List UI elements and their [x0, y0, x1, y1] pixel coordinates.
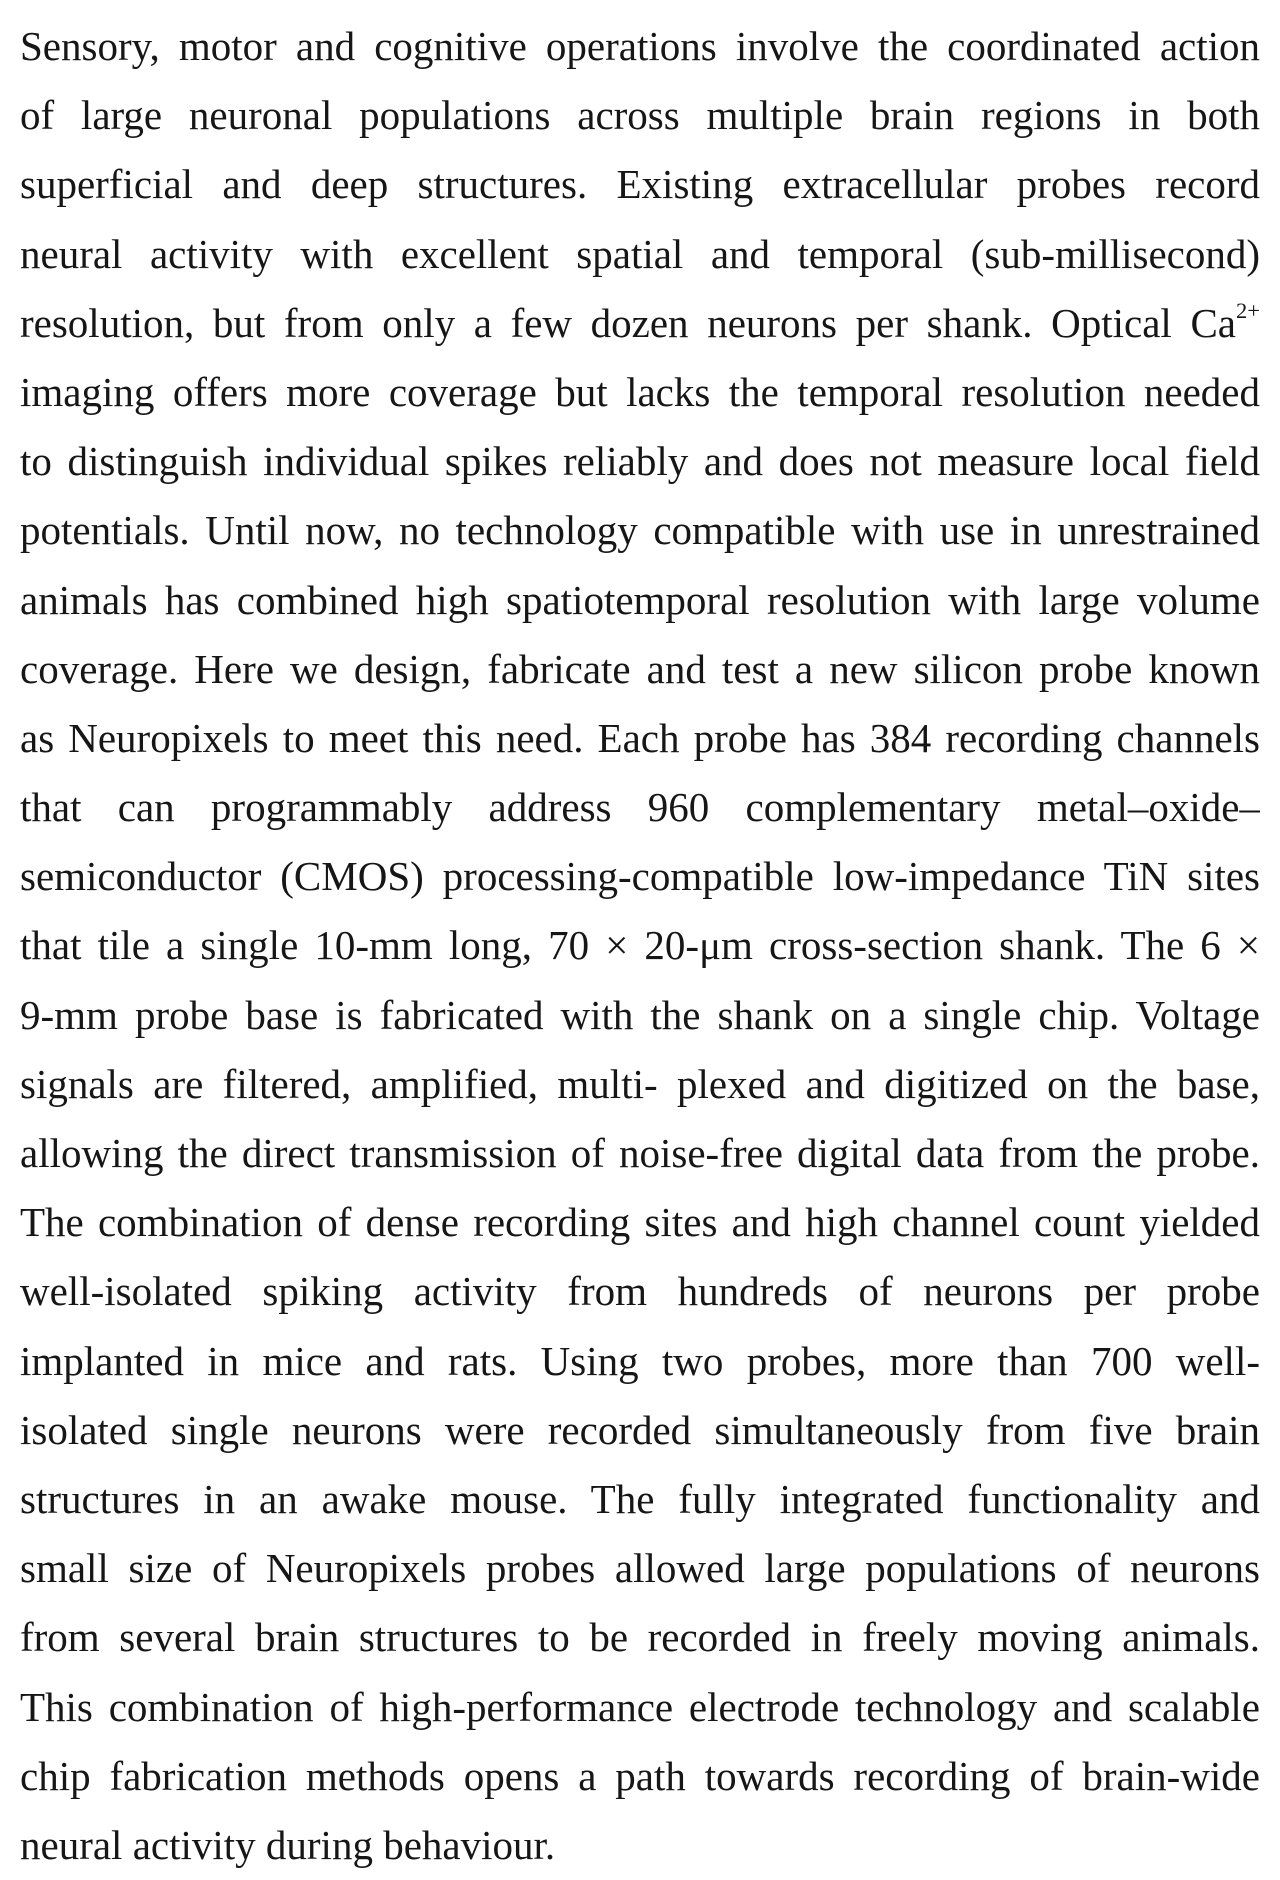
text-line: from several brain structures to be recorded in freely moving animals. [20, 1614, 1260, 1661]
text-line: animals has combined high spatiotemporal resolution with large volume [20, 576, 1260, 623]
text-line: superficial and deep structures. Existing extracellular probes record [20, 161, 1260, 208]
text-line: This combination of high-performance electrode technology and scalable [20, 1683, 1260, 1730]
text-line: semiconductor (CMOS) processing-compatible low-impedance TiN sites [20, 853, 1260, 900]
text-line: The combination of dense recording sites and high channel count yielded [20, 1199, 1260, 1246]
text-line: isolated single neurons were recorded simultaneously from five brain [20, 1406, 1260, 1453]
text-line: neural activity with excellent spatial and temporal (sub-millisecond) [20, 230, 1260, 277]
text-line-content: resolution, but from only a few dozen neurons per shank. Optical Ca [20, 299, 1236, 346]
text-line: implanted in mice and rats. Using two probes, more than 700 well- [20, 1337, 1260, 1384]
text-line: that tile a single 10-mm long, 70 × 20-μm cross-section shank. The 6 × [20, 922, 1260, 969]
text-line: structures in an awake mouse. The fully integrated functionality and [20, 1475, 1260, 1522]
superscript-charge: 2+ [1236, 297, 1260, 323]
abstract-paragraph [20, 12, 1260, 1880]
text-line: 9-mm probe base is fabricated with the shank on a single chip. Voltage [20, 991, 1260, 1038]
text-line: that can programmably address 960 complementary metal–oxide– [20, 784, 1260, 831]
text-line: to distinguish individual spikes reliably and does not measure local field [20, 438, 1260, 485]
text-line: coverage. Here we design, fabricate and test a new silicon probe known [20, 645, 1260, 692]
text-line: chip fabrication methods opens a path towards recording of brain-wide [20, 1752, 1260, 1799]
text-line: signals are filtered, amplified, multi- plexed and digitized on the base, [20, 1060, 1260, 1107]
text-line: potentials. Until now, no technology compatible with use in unrestrained [20, 507, 1260, 554]
text-line: of large neuronal populations across multiple brain regions in both [20, 92, 1260, 139]
text-line: as Neuropixels to meet this need. Each probe has 384 recording channels [20, 714, 1260, 761]
text-line [20, 289, 1260, 358]
text-line: imaging offers more coverage but lacks the temporal resolution needed [20, 368, 1260, 415]
text-line: neural activity during behaviour. [20, 1821, 556, 1868]
text-line: small size of Neuropixels probes allowed large populations of neurons [20, 1545, 1260, 1592]
text-line: Sensory, motor and cognitive operations involve the coordinated action [20, 23, 1260, 69]
text-line: well-isolated spiking activity from hundreds of neurons per probe [20, 1268, 1260, 1315]
text-line: allowing the direct transmission of noise-free digital data from the probe. [20, 1130, 1260, 1176]
